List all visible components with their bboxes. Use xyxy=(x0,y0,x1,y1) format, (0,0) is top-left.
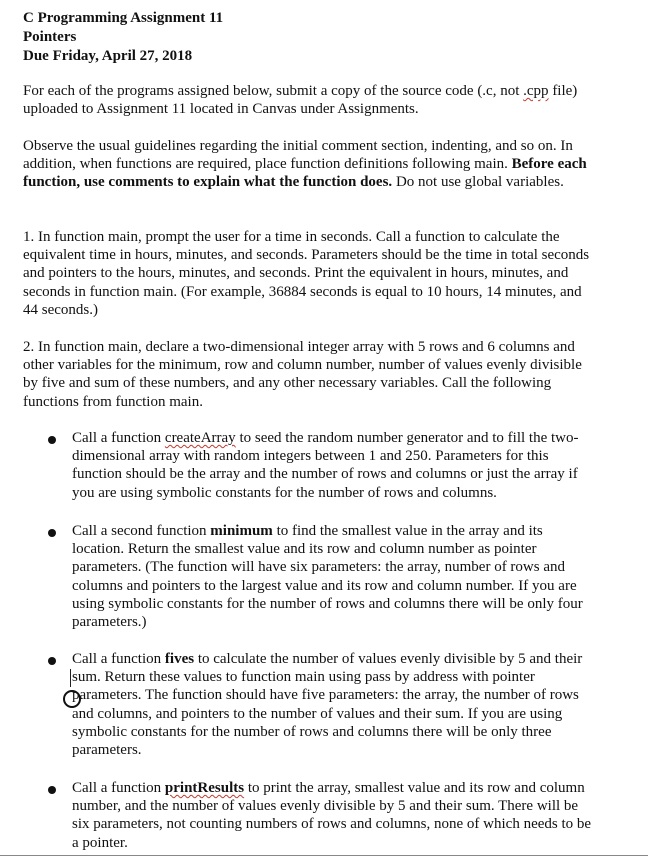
bullet-dot xyxy=(48,657,56,665)
spelling-flag-cpp: .cpp xyxy=(523,83,549,99)
function-name-createArray: createArray xyxy=(164,430,236,446)
mouse-cursor-ring-icon xyxy=(63,690,81,708)
bullet-minimum: Call a second function minimum to find the smallest value in the array and its location. Return the smallest value and its row and column number as pointer parameters. (The function will have six parameters: the array, number of rows and columns and pointers to the largest value and its row and column number. If you are using symbolic constants for the number of rows and columns there will be only four parameters.) xyxy=(72,523,583,631)
bullet-dot xyxy=(48,529,56,537)
assignment-header xyxy=(23,9,223,66)
guidelines-emphasis: Before each function, use comments to explain what the function does. xyxy=(23,156,587,191)
due-date: Due Friday, April 27, 2018 xyxy=(23,48,193,64)
course-title: C Programming Assignment 11 xyxy=(23,10,224,26)
function-name-printResults: printResults xyxy=(164,780,245,796)
bullet-fives: Call a function fives to calculate the number of values evenly divisible by 5 and their sum. Return these values to function main using pass by address with pointer parameters. The function should have five parameters: the array, the number of rows and columns, and pointers to the number of values and their sum. If you are using symbolic constants for the number of rows and columns there will be only three parameters. xyxy=(72,651,583,759)
bullet-dot xyxy=(48,436,56,444)
problem-1: 1. In function main, prompt the user for a time in seconds. Call a function to calculate the equivalent time in hours, minutes, and seconds. Parameters should be the time in total seconds and pointers to the hours, minutes, and seconds. Print the equivalent in hours, minutes, and seconds in function main. (For example, 36884 seconds is equal to 10 hours, 14 minutes, and 44 seconds.) xyxy=(23,229,590,318)
problem-2: 2. In function main, declare a two-dimensional integer array with 5 rows and 6 columns and other variables for the minimum, row and column number, number of values evenly divisible by five and sum of these numbers, and any other necessary variables. Call the following functions from function main. xyxy=(23,339,582,410)
function-name-fives: fives xyxy=(164,651,195,667)
text-caret xyxy=(70,669,71,687)
function-name-minimum: minimum xyxy=(210,523,273,539)
intro-paragraph: For each of the programs assigned below, submit a copy of the source code (.c, not .cpp file) uploaded to Assignment 11 located in Canvas under Assignments. xyxy=(23,83,578,118)
guidelines-paragraph: Observe the usual guidelines regarding the initial comment section, indenting, and so on. In addition, when functions are required, place function definitions following main. Before each function, use comments to explain what the function does. Do not use global variables. xyxy=(23,138,587,191)
page-bottom-border xyxy=(0,855,648,856)
assignment-topic: Pointers xyxy=(23,29,77,45)
bullet-create-array: Call a function createArray to seed the random number generator and to fill the two-dimensional array with random integers between 1 and 250. Parameters for this function should be the array and the number of rows and columns or just the array if you are using symbolic constants for the number of rows and columns. xyxy=(72,430,579,501)
bullet-print-results: Call a function printResults to print the array, smallest value and its row and column number, and the number of values evenly divisible by 5 and their sum. There will be six parameters, not counting numbers of rows and columns, none of which needs to be a pointer. xyxy=(72,780,592,851)
bullet-dot xyxy=(48,786,56,794)
